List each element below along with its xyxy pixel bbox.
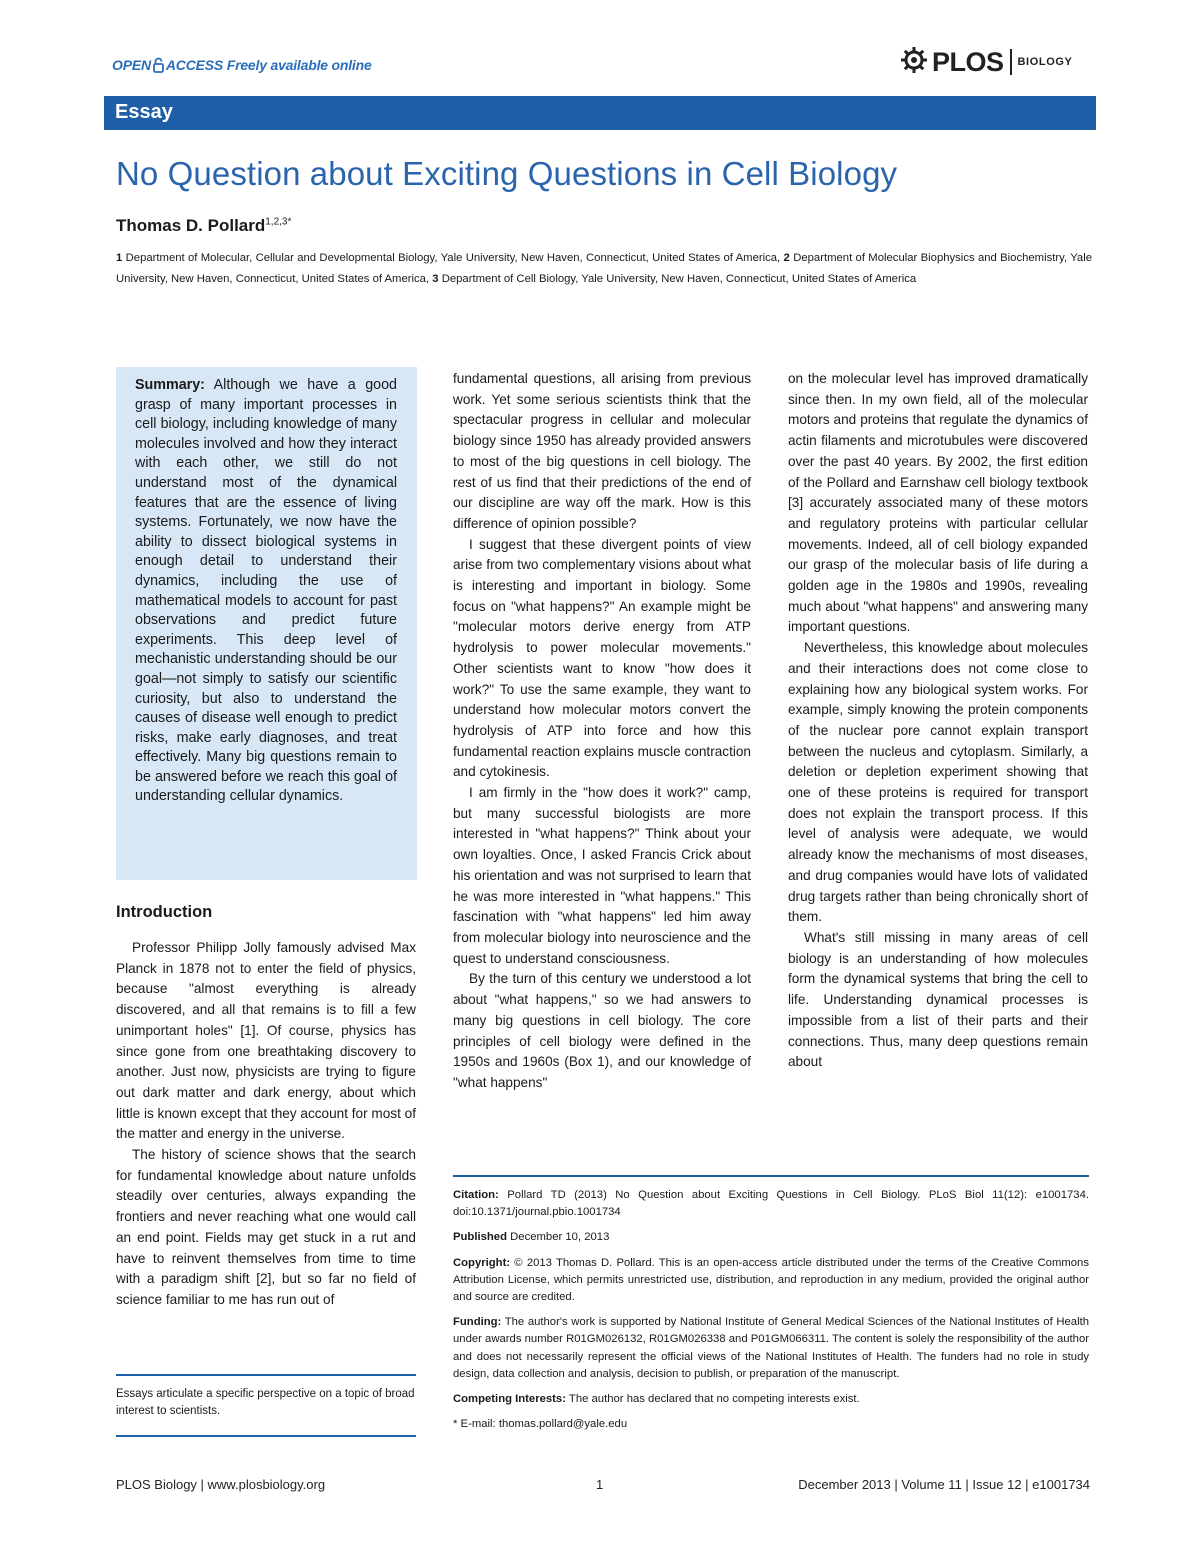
- affiliation-number: 2: [783, 252, 790, 264]
- section-label: Essay: [115, 101, 173, 123]
- lock-icon: [153, 57, 164, 76]
- affiliations: [116, 248, 1092, 289]
- affiliation-number: 3: [432, 272, 439, 285]
- summary-body: Although we have a good grasp of many important processes in cell biology, including knowledge of many molecules involved and how they interact with each other, we still do not understand most of the dynamical features that are the essence of living systems. Fortunately, we now have the ability to dissect biological systems in enough detail to understand their dynamics, including the use of mathematical models to account for past observations and predict future experiments. This deep level of mechanistic understanding should be our goal—not simply to satisfy our scientific curiosity, but also to understand the causes of disease well enough to predict risks, make early diagnoses, and treat effectively. Many big questions remain to be answered before we reach this goal of understanding cellular dynamics.: [135, 377, 397, 805]
- journal-name: BIOLOGY: [1017, 56, 1073, 68]
- paragraph: By the turn of this century we understood a lot about "what happens," so we had answers to many big questions in cell biology. The core principles of cell biology were defined in the 1950s and 1960s (Box 1), and our knowledge of "what happens": [453, 971, 751, 1090]
- author-name: Thomas D. Pollard: [116, 216, 266, 235]
- paragraph: The history of science shows that the search for fundamental knowledge about nature unfolds steadily over centuries, always expanding the frontiers and never reaching what one would call an end point. Fields may get stuck in a rut and have to reinvent themselves from time to time with a paradigm shift [2], but so far no field of science familiar to me has run out of: [116, 1147, 416, 1307]
- summary-box: [116, 367, 417, 880]
- affiliation-text: Department of Molecular Biophysics and Biochemistry, Yale University, New Haven, Connecticut, United States of America,: [116, 252, 1093, 285]
- paragraph: fundamental questions, all arising from previous work. Yet some serious scientists think that the spectacular progress in cellular and molecular biology since 1950 has already provided answers to most of the big questions in cell biology. The rest of us find that their predictions of the end of our discipline are way off the mark. How is this difference of opinion possible?: [453, 371, 751, 531]
- author-superscript: 1,2,3*: [265, 216, 292, 228]
- page-number: 1: [596, 1477, 604, 1492]
- column-3: [788, 369, 1088, 1073]
- open-access-suffix: ACCESS: [165, 57, 224, 73]
- footer-journal: PLOS Biology | www.plosbiology.org: [116, 1477, 326, 1492]
- column-2: [453, 369, 751, 1094]
- citation: Citation: Pollard TD (2013) No Question about Exciting Questions in Cell Biology. PLoS Biol 11(12): e1001734. doi:10.1371/journal.pbio.1001734: [453, 1189, 1089, 1219]
- section-band: [104, 96, 1096, 130]
- affiliation-text: Department of Molecular, Cellular and Developmental Biology, Yale University, New Haven, Connecticut, United States of America,: [125, 252, 784, 264]
- paragraph: I suggest that these divergent points of view arise from two complementary visions about what is interesting and important in biology. Some focus on "what happens?" An example might be "molecular motors derive energy from ATP hydrolysis to power molecular movements." Other scientists want to know "how does it work?" To use the same example, they want to understand how molecular motors convert the hydrolysis of ATP into force and how this fundamental reaction explains muscle contraction and cytokinesis.: [453, 536, 751, 780]
- paragraph: I am firmly in the "how does it work?" camp, but many successful biologists are more interested in "what happens?" Think about your own loyalties. Once, I asked Francis Crick about his orientation and was not surprised to learn that he was more interested in "what happens." This fascination with "what happens" led him away from molecular biology into neuroscience and the quest to understand consciousness.: [453, 785, 751, 966]
- article-metadata: [453, 1187, 1089, 1441]
- summary-label: Summary:: [135, 377, 205, 393]
- paragraph: Professor Philipp Jolly famously advised Max Planck in 1878 not to enter the field of physics, because "almost everything is already discovered, and all that remains is to fill a few unimportant holes" [1]. Of course, physics has since gone from one breathtaking discovery to another. Just now, physicists are trying to figure out dark matter and dark energy, about which little is known except that they account for most of the matter and energy in the universe.: [116, 940, 416, 1142]
- affiliation-text: Department of Cell Biology, Yale University, New Haven, Connecticut, United States of America: [441, 272, 917, 285]
- author-line: [116, 216, 291, 236]
- author-email: * E-mail: thomas.pollard@yale.edu: [453, 1418, 628, 1431]
- paragraph: What's still missing in many areas of cell biology is an understanding of how molecules form the dynamical systems that bring the cell to life. Understanding dynamical processes is impossible from a list of their parts and their connections. Thus, many deep questions remain about: [788, 929, 1088, 1070]
- affiliation-number: 1: [116, 252, 123, 264]
- open-access-prefix: OPEN: [112, 57, 151, 73]
- funding: Funding: The author's work is supported by National Institute of General Medical Sciences of the National Institutes of Health under awards number R01GM026132, R01GM026338 and P01GM066311. The content is solely the responsibility of the author and does not necessarily represent the official views of the National Institutes of Health. The funders had no role in study design, data collection and analysis, decision to publish, or preparation of the manuscript.: [453, 1316, 1089, 1380]
- copyright: Copyright: © 2013 Thomas D. Pollard. This is an open-access article distributed under the terms of the Creative Commons Attribution License, which permits unrestricted use, distribution, and reproduction in any medium, provided the original author and source are credited.: [453, 1256, 1089, 1304]
- competing-interests: Competing Interests: The author has declared that no competing interests exist.: [453, 1393, 860, 1406]
- logo-divider: [1010, 49, 1012, 75]
- note-divider-bottom: [116, 1435, 416, 1437]
- open-access-banner: [112, 57, 372, 76]
- published-date: Published December 10, 2013: [453, 1231, 610, 1244]
- plos-logo: [900, 45, 1090, 79]
- paragraph: Nevertheless, this knowledge about molecules and their interactions does not come close to explaining how any biological system works. For example, simply knowing the protein components of the nuclear pore cannot explain transport between the nucleus and cytoplasm. Similarly, a deletion or depletion experiment showing that one of these proteins is required for transport does not explain the transport process. If this level of analysis were adequate, we would already know the mechanisms of most diseases, and drug companies would have lots of validated drug targets rather than being chronically short of them.: [788, 640, 1088, 925]
- note-divider-top: [116, 1374, 416, 1376]
- summary-text: [135, 376, 397, 807]
- plos-wordmark: PLOS: [932, 46, 1004, 77]
- metadata-divider: [453, 1175, 1089, 1177]
- plos-gear-icon: [900, 46, 928, 79]
- introduction-heading: Introduction: [116, 903, 213, 921]
- essay-note: Essays articulate a specific perspective on a topic of broad interest to scientists.: [116, 1388, 415, 1417]
- article-title: No Question about Exciting Questions in Cell Biology: [116, 155, 898, 192]
- paragraph: on the molecular level has improved dramatically since then. In my own field, all of the molecular motors and proteins that regulate the dynamics of actin filaments and microtubules were discovered over the past 40 years. By 2002, the first edition of the Pollard and Earnshaw cell biology textbook [3] accurately associated many of these motors and regulatory proteins with particular cellular movements. Indeed, all of cell biology expanded our grasp of the molecular basis of life during a golden age in the 1980s and 1990s, revealing much about "what happens" and answering many important questions.: [788, 371, 1088, 635]
- column-1: [116, 938, 416, 1311]
- open-access-tagline: Freely available online: [226, 57, 372, 73]
- footer-issue: December 2013 | Volume 11 | Issue 12 | e1001734: [798, 1477, 1090, 1492]
